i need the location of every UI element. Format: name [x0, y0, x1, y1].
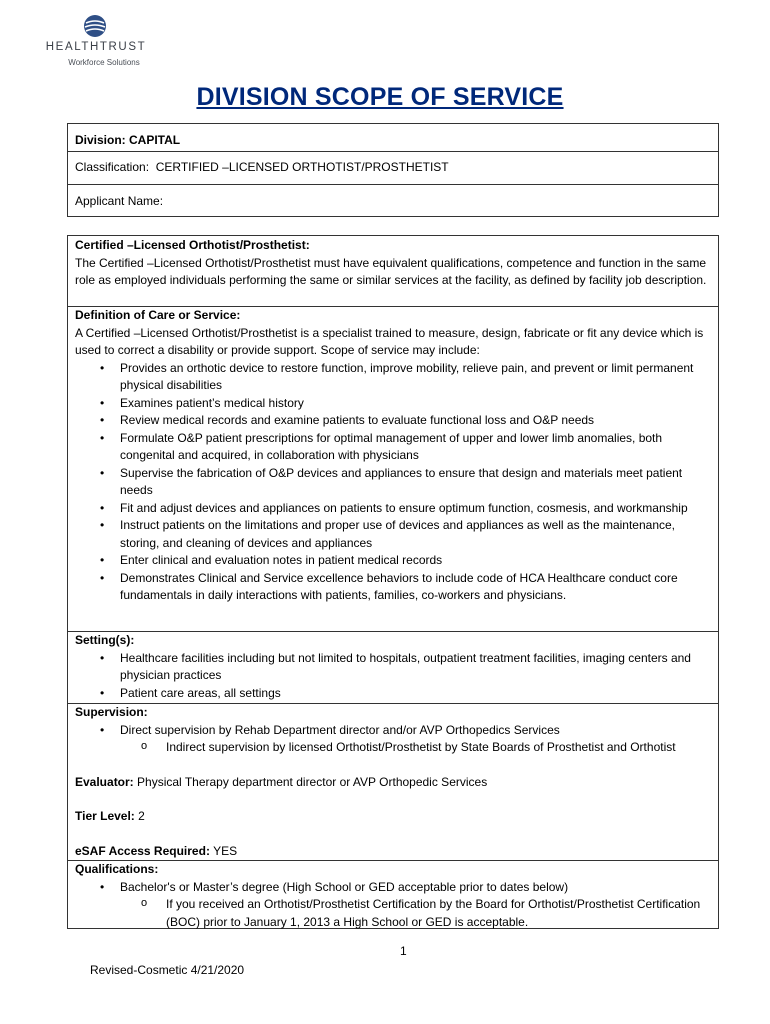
sub-list-item: o If you received an Orthotist/Prosthetist Certification by the Board for Orthotist/Prosthetist Certification (BOC) prior to January 1, 2013 a High School or GED is acceptable.	[75, 896, 712, 931]
list-item: • Demonstrates Clinical and Service excellence behaviors to include code of HCA Healthcare conduct core fundamentals in daily interactions with patients, families, co-workers and physicians.	[75, 570, 712, 605]
header-box	[67, 123, 719, 217]
list-item: • Examines patient’s medical history	[75, 395, 712, 413]
sub-list-item: o Indirect supervision by licensed Orthotist/Prosthetist by State Boards of Prosthetist and Orthotist	[75, 739, 712, 757]
definition-heading: Definition of Care or Service:	[75, 308, 241, 322]
division-label: Division:	[75, 133, 126, 147]
intro-text: The Certified –Licensed Orthotist/Prosthetist must have equivalent qualifications, competence and function in the same role as employed individuals performing the same or similar services at the facility, as defined by facility job description.	[75, 255, 707, 287]
evaluator-row	[75, 774, 712, 792]
list-item: • Instruct patients on the limitations and proper use of devices and appliances as well as the maintenance, storing, and cleaning of devices and appliances	[75, 517, 712, 552]
revision-note: Revised-Cosmetic 4/21/2020	[90, 963, 245, 977]
qualifications-heading: Qualifications:	[75, 862, 159, 876]
list-item: • Direct supervision by Rehab Department director and/or AVP Orthopedics Services	[75, 722, 712, 740]
applicant-label: Applicant Name:	[75, 194, 164, 208]
settings-heading: Setting(s):	[75, 633, 135, 647]
globe-icon	[83, 14, 107, 38]
list-item: • Review medical records and examine patients to evaluate functional loss and O&P needs	[75, 412, 712, 430]
settings-section	[75, 632, 712, 702]
list-item: • Healthcare facilities including but not limited to hospitals, outpatient treatment facilities, imaging centers and physician practices	[75, 650, 712, 685]
page-title: DIVISION SCOPE OF SERVICE	[196, 83, 564, 111]
list-item: • Fit and adjust devices and appliances on patients to ensure optimum function, cosmesis, and workmanship	[75, 500, 712, 518]
scope-box	[67, 235, 719, 929]
evaluator-value: Physical Therapy department director or AVP Orthopedic Services	[137, 774, 488, 789]
esaf-value: YES	[213, 843, 238, 858]
supervision-list	[75, 722, 712, 757]
list-item: • Enter clinical and evaluation notes in patient medical records	[75, 552, 712, 570]
list-item: • Provides an orthotic device to restore function, improve mobility, relieve pain, and prevent or limit permanent physical disabilities	[75, 360, 712, 395]
evaluator-label: Evaluator:	[75, 774, 134, 789]
settings-list	[75, 650, 712, 703]
list-item: • Supervise the fabrication of O&P devices and appliances to ensure that design and materials meet patient needs	[75, 465, 712, 500]
division-value: CAPITAL	[129, 133, 181, 147]
qualifications-list	[75, 879, 712, 932]
list-item: • Formulate O&P patient prescriptions for optimal management of upper and lower limb anomalies, both congenital and acquired, in collaboration with physicians	[75, 430, 712, 465]
supervision-heading: Supervision:	[75, 705, 148, 719]
intro-section	[75, 237, 712, 290]
esaf-label: eSAF Access Required:	[75, 843, 210, 858]
classification-row	[75, 160, 449, 174]
list-item: • Bachelor's or Master’s degree (High School or GED acceptable prior to dates below)	[75, 879, 712, 897]
logo-name: HEALTHTRUST	[45, 41, 147, 53]
classification-value: CERTIFIED –LICENSED ORTHOTIST/PROSTHETIST	[155, 160, 449, 174]
list-item: • Patient care areas, all settings	[75, 685, 712, 703]
esaf-row	[75, 843, 712, 861]
definition-text: A Certified –Licensed Orthotist/Prosthetist is a specialist trained to measure, design, fabricate or fit any device which is used to correct a disability or provide support. Scope of service may include:	[75, 325, 704, 357]
supervision-section	[75, 704, 712, 860]
tier-value: 2	[138, 809, 145, 823]
intro-heading: Certified –Licensed Orthotist/Prosthetist:	[75, 238, 310, 252]
tier-row	[75, 808, 712, 826]
page-number: 1	[400, 944, 407, 958]
healthtrust-logo	[40, 14, 170, 74]
division-row	[75, 133, 180, 147]
logo-subtitle: Workforce Solutions	[68, 58, 140, 67]
definition-section	[75, 307, 712, 605]
tier-label: Tier Level:	[75, 809, 135, 823]
classification-label: Classification:	[75, 160, 150, 174]
definition-list	[75, 360, 712, 605]
qualifications-section	[75, 861, 712, 931]
applicant-row	[75, 194, 163, 208]
